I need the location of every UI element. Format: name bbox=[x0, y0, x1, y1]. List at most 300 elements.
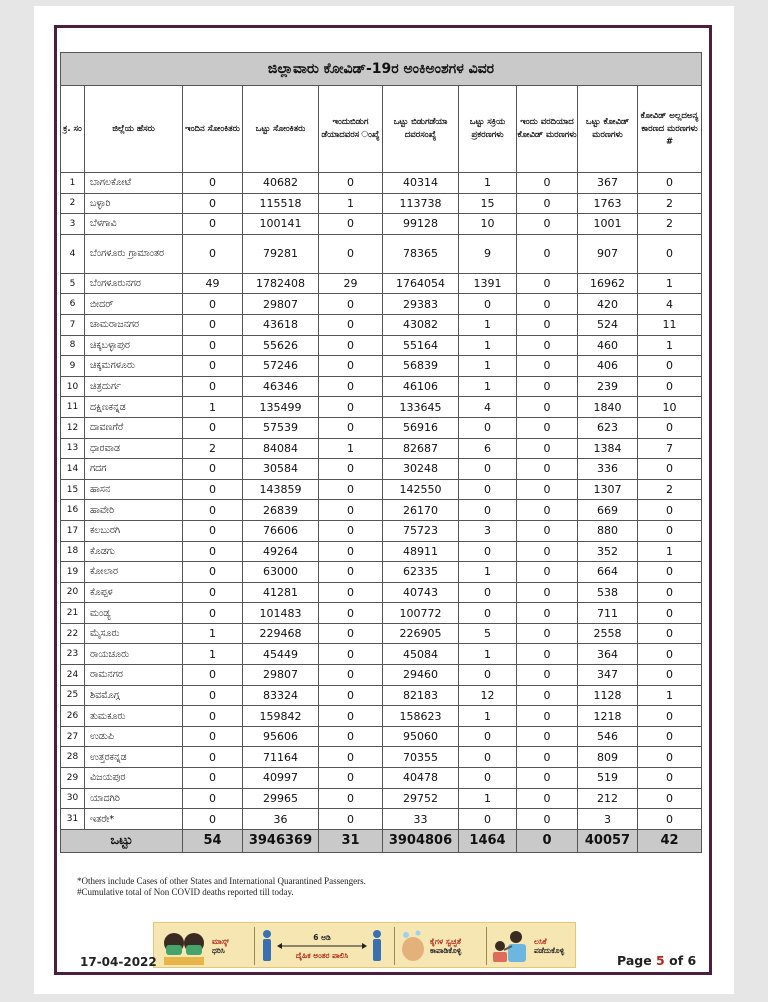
non-covid-deaths-cell: 0 bbox=[638, 500, 702, 521]
active-cases-cell: 0 bbox=[459, 541, 517, 562]
non-covid-deaths-cell: 0 bbox=[638, 706, 702, 727]
table-row bbox=[61, 623, 702, 644]
total-cases-cell: 229468 bbox=[243, 623, 319, 644]
district-name-cell: ಚಿಕ್ಕಬಳ್ಳಾಪುರ bbox=[85, 335, 183, 356]
serial-number-cell: 8 bbox=[61, 335, 85, 356]
banner-divider bbox=[394, 927, 395, 965]
today-cases-cell: 0 bbox=[183, 335, 243, 356]
non-covid-deaths-cell: 1 bbox=[638, 273, 702, 294]
active-cases-cell: 3 bbox=[459, 520, 517, 541]
table-row bbox=[61, 747, 702, 768]
today-cases-cell: 0 bbox=[183, 376, 243, 397]
active-cases-cell: 0 bbox=[459, 417, 517, 438]
non-covid-deaths-cell: 2 bbox=[638, 479, 702, 500]
non-covid-deaths-cell: 0 bbox=[638, 768, 702, 789]
active-cases-cell: 1 bbox=[459, 173, 517, 194]
column-header: ಜಿಲ್ಲೆಯ ಹೆಸರು bbox=[85, 86, 183, 173]
non-covid-deaths-cell: 1 bbox=[638, 335, 702, 356]
active-cases-cell: 4 bbox=[459, 397, 517, 418]
person-icon bbox=[260, 929, 274, 963]
today-cases-cell: 0 bbox=[183, 294, 243, 315]
serial-number-cell: 18 bbox=[61, 541, 85, 562]
today-cases-cell: 0 bbox=[183, 706, 243, 727]
district-name-cell: ಧಾರವಾಡ bbox=[85, 438, 183, 459]
totals-label: ಒಟ್ಟು bbox=[61, 829, 183, 852]
deaths-total-cell: 406 bbox=[578, 356, 638, 377]
serial-number-cell: 1 bbox=[61, 173, 85, 194]
deaths-today-cell: 0 bbox=[517, 768, 578, 789]
district-name-cell: ಇತರೇ* bbox=[85, 809, 183, 830]
discharged-total-cell: 82687 bbox=[383, 438, 459, 459]
serial-number-cell: 12 bbox=[61, 417, 85, 438]
footnote-non-covid: #Cumulative total of Non COVID deaths reported till today. bbox=[77, 887, 294, 897]
serial-number-cell: 20 bbox=[61, 582, 85, 603]
table-row bbox=[61, 726, 702, 747]
total-cases-cell: 101483 bbox=[243, 603, 319, 624]
serial-number-cell: 27 bbox=[61, 726, 85, 747]
deaths-today-cell: 0 bbox=[517, 173, 578, 194]
discharged-today-cell: 0 bbox=[319, 726, 383, 747]
discharged-total-cell: 55164 bbox=[383, 335, 459, 356]
serial-number-cell: 28 bbox=[61, 747, 85, 768]
discharged-total-cell: 40314 bbox=[383, 173, 459, 194]
discharged-total-cell: 56839 bbox=[383, 356, 459, 377]
deaths-total-cell: 623 bbox=[578, 417, 638, 438]
district-name-cell: ರಾಯಚೂರು bbox=[85, 644, 183, 665]
table-row bbox=[61, 459, 702, 480]
total-cases-cell: 71164 bbox=[243, 747, 319, 768]
mask-text-1: ಮಾಸ್ಕ್ bbox=[212, 937, 229, 946]
active-cases-cell: 0 bbox=[459, 479, 517, 500]
non-covid-deaths-cell: 0 bbox=[638, 809, 702, 830]
serial-number-cell: 30 bbox=[61, 788, 85, 809]
total-today-cases-cell: 54 bbox=[183, 829, 243, 852]
serial-number-cell: 21 bbox=[61, 603, 85, 624]
non-covid-deaths-cell: 0 bbox=[638, 356, 702, 377]
report-date: 17-04-2022 bbox=[80, 955, 157, 969]
district-name-cell: ದಕ್ಷಿಣಕನ್ನಡ bbox=[85, 397, 183, 418]
column-header: ಒಟ್ಟು ಬಿಡುಗಡೆಯಾ ದವರಸಂಖ್ಯೆ bbox=[383, 86, 459, 173]
total-cases-cell: 36 bbox=[243, 809, 319, 830]
discharged-today-cell: 0 bbox=[319, 562, 383, 583]
column-header: ಇಂದುಬಿಡುಗ ಡೆಯಾದವರಸ ಂಖ್ಯೆ bbox=[319, 86, 383, 173]
total-cases-cell: 46346 bbox=[243, 376, 319, 397]
discharged-today-cell: 0 bbox=[319, 706, 383, 727]
deaths-total-cell: 1128 bbox=[578, 685, 638, 706]
deaths-today-cell: 0 bbox=[517, 356, 578, 377]
footnote-others: *Others include Cases of other States and International Quarantined Passengers. bbox=[77, 876, 366, 886]
discharged-total-cell: 100772 bbox=[383, 603, 459, 624]
district-name-cell: ಮೈಸೂರು bbox=[85, 623, 183, 644]
today-cases-cell: 0 bbox=[183, 459, 243, 480]
person-icon bbox=[370, 929, 384, 963]
active-cases-cell: 6 bbox=[459, 438, 517, 459]
non-covid-deaths-cell: 11 bbox=[638, 314, 702, 335]
table-row bbox=[61, 193, 702, 214]
discharged-today-cell: 0 bbox=[319, 685, 383, 706]
deaths-total-cell: 1307 bbox=[578, 479, 638, 500]
active-cases-cell: 0 bbox=[459, 500, 517, 521]
discharged-today-cell: 1 bbox=[319, 193, 383, 214]
district-name-cell: ತುಮಕೂರು bbox=[85, 706, 183, 727]
banner-divider bbox=[486, 927, 487, 965]
handwash-text-2: ಕಾಪಾಡಿಕೊಳ್ಳಿ bbox=[430, 946, 462, 955]
deaths-today-cell: 0 bbox=[517, 747, 578, 768]
active-cases-cell: 1 bbox=[459, 788, 517, 809]
total-cases-cell: 45449 bbox=[243, 644, 319, 665]
total-cases-cell: 49264 bbox=[243, 541, 319, 562]
today-cases-cell: 1 bbox=[183, 397, 243, 418]
district-name-cell: ಕಲಬುರಗಿ bbox=[85, 520, 183, 541]
discharged-today-cell: 0 bbox=[319, 644, 383, 665]
discharged-today-cell: 0 bbox=[319, 335, 383, 356]
district-name-cell: ಕೊಪ್ಪಳ bbox=[85, 582, 183, 603]
total-cases-cell: 84084 bbox=[243, 438, 319, 459]
active-cases-cell: 0 bbox=[459, 294, 517, 315]
total-total-cases-cell: 3946369 bbox=[243, 829, 319, 852]
today-cases-cell: 49 bbox=[183, 273, 243, 294]
total-cases-cell: 143859 bbox=[243, 479, 319, 500]
discharged-today-cell: 0 bbox=[319, 417, 383, 438]
discharged-total-cell: 99128 bbox=[383, 214, 459, 235]
discharged-total-cell: 133645 bbox=[383, 397, 459, 418]
total-discharged-today-cell: 31 bbox=[319, 829, 383, 852]
serial-number-cell: 14 bbox=[61, 459, 85, 480]
total-cases-cell: 29807 bbox=[243, 665, 319, 686]
total-cases-cell: 95606 bbox=[243, 726, 319, 747]
serial-number-cell: 5 bbox=[61, 273, 85, 294]
deaths-total-cell: 907 bbox=[578, 234, 638, 273]
active-cases-cell: 0 bbox=[459, 747, 517, 768]
discharged-total-cell: 226905 bbox=[383, 623, 459, 644]
discharged-today-cell: 0 bbox=[319, 768, 383, 789]
today-cases-cell: 1 bbox=[183, 644, 243, 665]
deaths-today-cell: 0 bbox=[517, 541, 578, 562]
page-number bbox=[617, 953, 696, 968]
total-cases-cell: 26839 bbox=[243, 500, 319, 521]
today-cases-cell: 0 bbox=[183, 768, 243, 789]
deaths-today-cell: 0 bbox=[517, 603, 578, 624]
table-row bbox=[61, 376, 702, 397]
table-row bbox=[61, 479, 702, 500]
serial-number-cell: 26 bbox=[61, 706, 85, 727]
deaths-total-cell: 336 bbox=[578, 459, 638, 480]
deaths-today-cell: 0 bbox=[517, 726, 578, 747]
handwash-icon bbox=[400, 929, 426, 963]
header-row bbox=[61, 86, 702, 173]
deaths-total-cell: 538 bbox=[578, 582, 638, 603]
active-cases-cell: 0 bbox=[459, 603, 517, 624]
column-header: ಕ್ರ. ಸಂ bbox=[61, 86, 85, 173]
active-cases-cell: 1 bbox=[459, 376, 517, 397]
table-row bbox=[61, 294, 702, 315]
district-name-cell: ಯಾದಗಿರಿ bbox=[85, 788, 183, 809]
table-row bbox=[61, 234, 702, 273]
today-cases-cell: 0 bbox=[183, 726, 243, 747]
today-cases-cell: 1 bbox=[183, 623, 243, 644]
today-cases-cell: 0 bbox=[183, 685, 243, 706]
discharged-total-cell: 30248 bbox=[383, 459, 459, 480]
vaccine-text-2: ಪಡೆದುಕೊಳ್ಳಿ bbox=[534, 946, 565, 955]
district-name-cell: ವಿಜಯಪುರ bbox=[85, 768, 183, 789]
non-covid-deaths-cell: 0 bbox=[638, 726, 702, 747]
deaths-today-cell: 0 bbox=[517, 623, 578, 644]
district-name-cell: ಗದಗ bbox=[85, 459, 183, 480]
discharged-total-cell: 29383 bbox=[383, 294, 459, 315]
table-row bbox=[61, 685, 702, 706]
active-cases-cell: 0 bbox=[459, 726, 517, 747]
non-covid-deaths-cell: 0 bbox=[638, 644, 702, 665]
deaths-total-cell: 2558 bbox=[578, 623, 638, 644]
total-cases-cell: 135499 bbox=[243, 397, 319, 418]
active-cases-cell: 5 bbox=[459, 623, 517, 644]
column-header: ಇಂದಿನ ಸೋಂಕಿತರು bbox=[183, 86, 243, 173]
today-cases-cell: 0 bbox=[183, 479, 243, 500]
page-current: 5 bbox=[656, 953, 665, 968]
today-cases-cell: 0 bbox=[183, 582, 243, 603]
page-suffix: of 6 bbox=[664, 953, 697, 968]
discharged-today-cell: 0 bbox=[319, 788, 383, 809]
serial-number-cell: 7 bbox=[61, 314, 85, 335]
total-cases-cell: 57539 bbox=[243, 417, 319, 438]
total-deaths-today-cell: 0 bbox=[517, 829, 578, 852]
serial-number-cell: 19 bbox=[61, 562, 85, 583]
table-row bbox=[61, 356, 702, 377]
total-cases-cell: 40997 bbox=[243, 768, 319, 789]
active-cases-cell: 1 bbox=[459, 562, 517, 583]
discharged-today-cell: 0 bbox=[319, 479, 383, 500]
total-cases-cell: 57246 bbox=[243, 356, 319, 377]
serial-number-cell: 31 bbox=[61, 809, 85, 830]
non-covid-deaths-cell: 0 bbox=[638, 459, 702, 480]
distance-arrow-icon bbox=[277, 943, 367, 949]
today-cases-cell: 0 bbox=[183, 541, 243, 562]
serial-number-cell: 29 bbox=[61, 768, 85, 789]
table-row bbox=[61, 417, 702, 438]
deaths-today-cell: 0 bbox=[517, 314, 578, 335]
column-header: ಒಟ್ಟು ಸಕ್ರಿಯ ಪ್ರಕರಣಗಳು bbox=[459, 86, 517, 173]
discharged-total-cell: 33 bbox=[383, 809, 459, 830]
discharged-total-cell: 43082 bbox=[383, 314, 459, 335]
serial-number-cell: 11 bbox=[61, 397, 85, 418]
non-covid-deaths-cell: 0 bbox=[638, 520, 702, 541]
discharged-total-cell: 95060 bbox=[383, 726, 459, 747]
discharged-today-cell: 0 bbox=[319, 214, 383, 235]
deaths-total-cell: 364 bbox=[578, 644, 638, 665]
discharged-today-cell: 0 bbox=[319, 459, 383, 480]
discharged-today-cell: 0 bbox=[319, 397, 383, 418]
discharged-today-cell: 1 bbox=[319, 438, 383, 459]
table-title: ಜಿಲ್ಲಾವಾರು ಕೋವಿಡ್-19ರ ಅಂಕಿಅಂಶಗಳ ವಿವರ bbox=[61, 53, 702, 86]
serial-number-cell: 3 bbox=[61, 214, 85, 235]
discharged-today-cell: 0 bbox=[319, 314, 383, 335]
serial-number-cell: 25 bbox=[61, 685, 85, 706]
discharged-today-cell: 0 bbox=[319, 623, 383, 644]
deaths-today-cell: 0 bbox=[517, 214, 578, 235]
deaths-total-cell: 1763 bbox=[578, 193, 638, 214]
serial-number-cell: 6 bbox=[61, 294, 85, 315]
serial-number-cell: 13 bbox=[61, 438, 85, 459]
active-cases-cell: 12 bbox=[459, 685, 517, 706]
deaths-today-cell: 0 bbox=[517, 294, 578, 315]
table-row bbox=[61, 273, 702, 294]
district-name-cell: ಬಾಗಲಕೋಟೆ bbox=[85, 173, 183, 194]
deaths-today-cell: 0 bbox=[517, 809, 578, 830]
total-cases-cell: 29807 bbox=[243, 294, 319, 315]
deaths-total-cell: 420 bbox=[578, 294, 638, 315]
total-cases-cell: 43618 bbox=[243, 314, 319, 335]
mask-panel bbox=[160, 923, 250, 969]
page-prefix: Page bbox=[617, 953, 657, 968]
distance-value: 6 ಅಡಿ bbox=[313, 932, 331, 942]
discharged-today-cell: 0 bbox=[319, 603, 383, 624]
deaths-total-cell: 711 bbox=[578, 603, 638, 624]
deaths-today-cell: 0 bbox=[517, 479, 578, 500]
today-cases-cell: 0 bbox=[183, 747, 243, 768]
column-header: ಕೋವಿಡ್ ಅಲ್ಲದಅನ್ಯ ಕಾರಣದ ಮರಣಗಳು # bbox=[638, 86, 702, 173]
deaths-total-cell: 664 bbox=[578, 562, 638, 583]
district-name-cell: ಬೆಂಗಳೂರುನಗರ bbox=[85, 273, 183, 294]
table-row bbox=[61, 644, 702, 665]
deaths-today-cell: 0 bbox=[517, 685, 578, 706]
serial-number-cell: 16 bbox=[61, 500, 85, 521]
deaths-total-cell: 1384 bbox=[578, 438, 638, 459]
table-row bbox=[61, 173, 702, 194]
handwash-panel bbox=[400, 923, 482, 969]
total-cases-cell: 29965 bbox=[243, 788, 319, 809]
today-cases-cell: 0 bbox=[183, 173, 243, 194]
discharged-total-cell: 75723 bbox=[383, 520, 459, 541]
district-name-cell: ಹಾಸನ bbox=[85, 479, 183, 500]
deaths-total-cell: 212 bbox=[578, 788, 638, 809]
total-cases-cell: 83324 bbox=[243, 685, 319, 706]
discharged-today-cell: 29 bbox=[319, 273, 383, 294]
total-cases-cell: 76606 bbox=[243, 520, 319, 541]
total-deaths-total-cell: 40057 bbox=[578, 829, 638, 852]
non-covid-deaths-cell: 4 bbox=[638, 294, 702, 315]
serial-number-cell: 10 bbox=[61, 376, 85, 397]
deaths-total-cell: 367 bbox=[578, 173, 638, 194]
discharged-total-cell: 70355 bbox=[383, 747, 459, 768]
total-discharged-total-cell: 3904806 bbox=[383, 829, 459, 852]
active-cases-cell: 1 bbox=[459, 356, 517, 377]
non-covid-deaths-cell: 0 bbox=[638, 623, 702, 644]
today-cases-cell: 0 bbox=[183, 193, 243, 214]
discharged-today-cell: 0 bbox=[319, 500, 383, 521]
mask-text-2: ಧರಿಸಿ bbox=[212, 946, 225, 955]
deaths-total-cell: 3 bbox=[578, 809, 638, 830]
district-name-cell: ಬೀದರ್ bbox=[85, 294, 183, 315]
active-cases-cell: 9 bbox=[459, 234, 517, 273]
district-name-cell: ಚಿಕ್ಕಮಗಳೂರು bbox=[85, 356, 183, 377]
deaths-total-cell: 347 bbox=[578, 665, 638, 686]
active-cases-cell: 15 bbox=[459, 193, 517, 214]
deaths-today-cell: 0 bbox=[517, 273, 578, 294]
today-cases-cell: 0 bbox=[183, 788, 243, 809]
banner-divider bbox=[254, 927, 255, 965]
total-cases-cell: 40682 bbox=[243, 173, 319, 194]
non-covid-deaths-cell: 0 bbox=[638, 376, 702, 397]
deaths-total-cell: 1840 bbox=[578, 397, 638, 418]
deaths-total-cell: 1218 bbox=[578, 706, 638, 727]
distance-panel bbox=[260, 923, 390, 969]
district-name-cell: ಚಾಮರಾಜನಗರ bbox=[85, 314, 183, 335]
column-header: ಇಂದು ವರದಿಯಾದ ಕೋವಿಡ್ ಮರಣಗಳು bbox=[517, 86, 578, 173]
deaths-today-cell: 0 bbox=[517, 706, 578, 727]
non-covid-deaths-cell: 0 bbox=[638, 417, 702, 438]
discharged-today-cell: 0 bbox=[319, 520, 383, 541]
total-non-covid-deaths-cell: 42 bbox=[638, 829, 702, 852]
deaths-today-cell: 0 bbox=[517, 665, 578, 686]
district-name-cell: ಶಿವಮೊಗ್ಗ bbox=[85, 685, 183, 706]
discharged-total-cell: 56916 bbox=[383, 417, 459, 438]
deaths-today-cell: 0 bbox=[517, 417, 578, 438]
discharged-total-cell: 46106 bbox=[383, 376, 459, 397]
discharged-total-cell: 1764054 bbox=[383, 273, 459, 294]
discharged-total-cell: 113738 bbox=[383, 193, 459, 214]
active-cases-cell: 1391 bbox=[459, 273, 517, 294]
table-row bbox=[61, 335, 702, 356]
today-cases-cell: 0 bbox=[183, 234, 243, 273]
serial-number-cell: 22 bbox=[61, 623, 85, 644]
district-name-cell: ಚಿತ್ರದುರ್ಗ bbox=[85, 376, 183, 397]
non-covid-deaths-cell: 1 bbox=[638, 685, 702, 706]
total-cases-cell: 79281 bbox=[243, 234, 319, 273]
deaths-total-cell: 669 bbox=[578, 500, 638, 521]
non-covid-deaths-cell: 0 bbox=[638, 173, 702, 194]
discharged-today-cell: 0 bbox=[319, 582, 383, 603]
deaths-today-cell: 0 bbox=[517, 644, 578, 665]
serial-number-cell: 24 bbox=[61, 665, 85, 686]
active-cases-cell: 0 bbox=[459, 582, 517, 603]
today-cases-cell: 2 bbox=[183, 438, 243, 459]
deaths-today-cell: 0 bbox=[517, 438, 578, 459]
deaths-today-cell: 0 bbox=[517, 459, 578, 480]
total-cases-cell: 41281 bbox=[243, 582, 319, 603]
discharged-total-cell: 48911 bbox=[383, 541, 459, 562]
serial-number-cell: 9 bbox=[61, 356, 85, 377]
table-row bbox=[61, 788, 702, 809]
district-name-cell: ಮಂಡ್ಯ bbox=[85, 603, 183, 624]
deaths-today-cell: 0 bbox=[517, 788, 578, 809]
deaths-today-cell: 0 bbox=[517, 562, 578, 583]
handwash-text-1: ಕೈಗಳ ಸ್ವಚ್ಛತೆ bbox=[430, 937, 461, 946]
deaths-today-cell: 0 bbox=[517, 500, 578, 521]
total-cases-cell: 63000 bbox=[243, 562, 319, 583]
table-row bbox=[61, 603, 702, 624]
total-cases-cell: 30584 bbox=[243, 459, 319, 480]
deaths-today-cell: 0 bbox=[517, 234, 578, 273]
non-covid-deaths-cell: 0 bbox=[638, 747, 702, 768]
discharged-today-cell: 0 bbox=[319, 665, 383, 686]
vaccine-text-1: ಲಸಿಕೆ bbox=[534, 937, 547, 946]
table-row bbox=[61, 541, 702, 562]
vaccination-icon bbox=[490, 928, 530, 964]
deaths-total-cell: 352 bbox=[578, 541, 638, 562]
discharged-today-cell: 0 bbox=[319, 294, 383, 315]
district-name-cell: ಹಾವೇರಿ bbox=[85, 500, 183, 521]
table-row bbox=[61, 809, 702, 830]
distance-text: ದೈಹಿಕ ಅಂತರ ಪಾಲಿಸಿ bbox=[295, 950, 349, 960]
deaths-total-cell: 1001 bbox=[578, 214, 638, 235]
discharged-total-cell: 29752 bbox=[383, 788, 459, 809]
discharged-today-cell: 0 bbox=[319, 541, 383, 562]
discharged-today-cell: 0 bbox=[319, 356, 383, 377]
today-cases-cell: 0 bbox=[183, 665, 243, 686]
today-cases-cell: 0 bbox=[183, 417, 243, 438]
deaths-total-cell: 239 bbox=[578, 376, 638, 397]
serial-number-cell: 15 bbox=[61, 479, 85, 500]
